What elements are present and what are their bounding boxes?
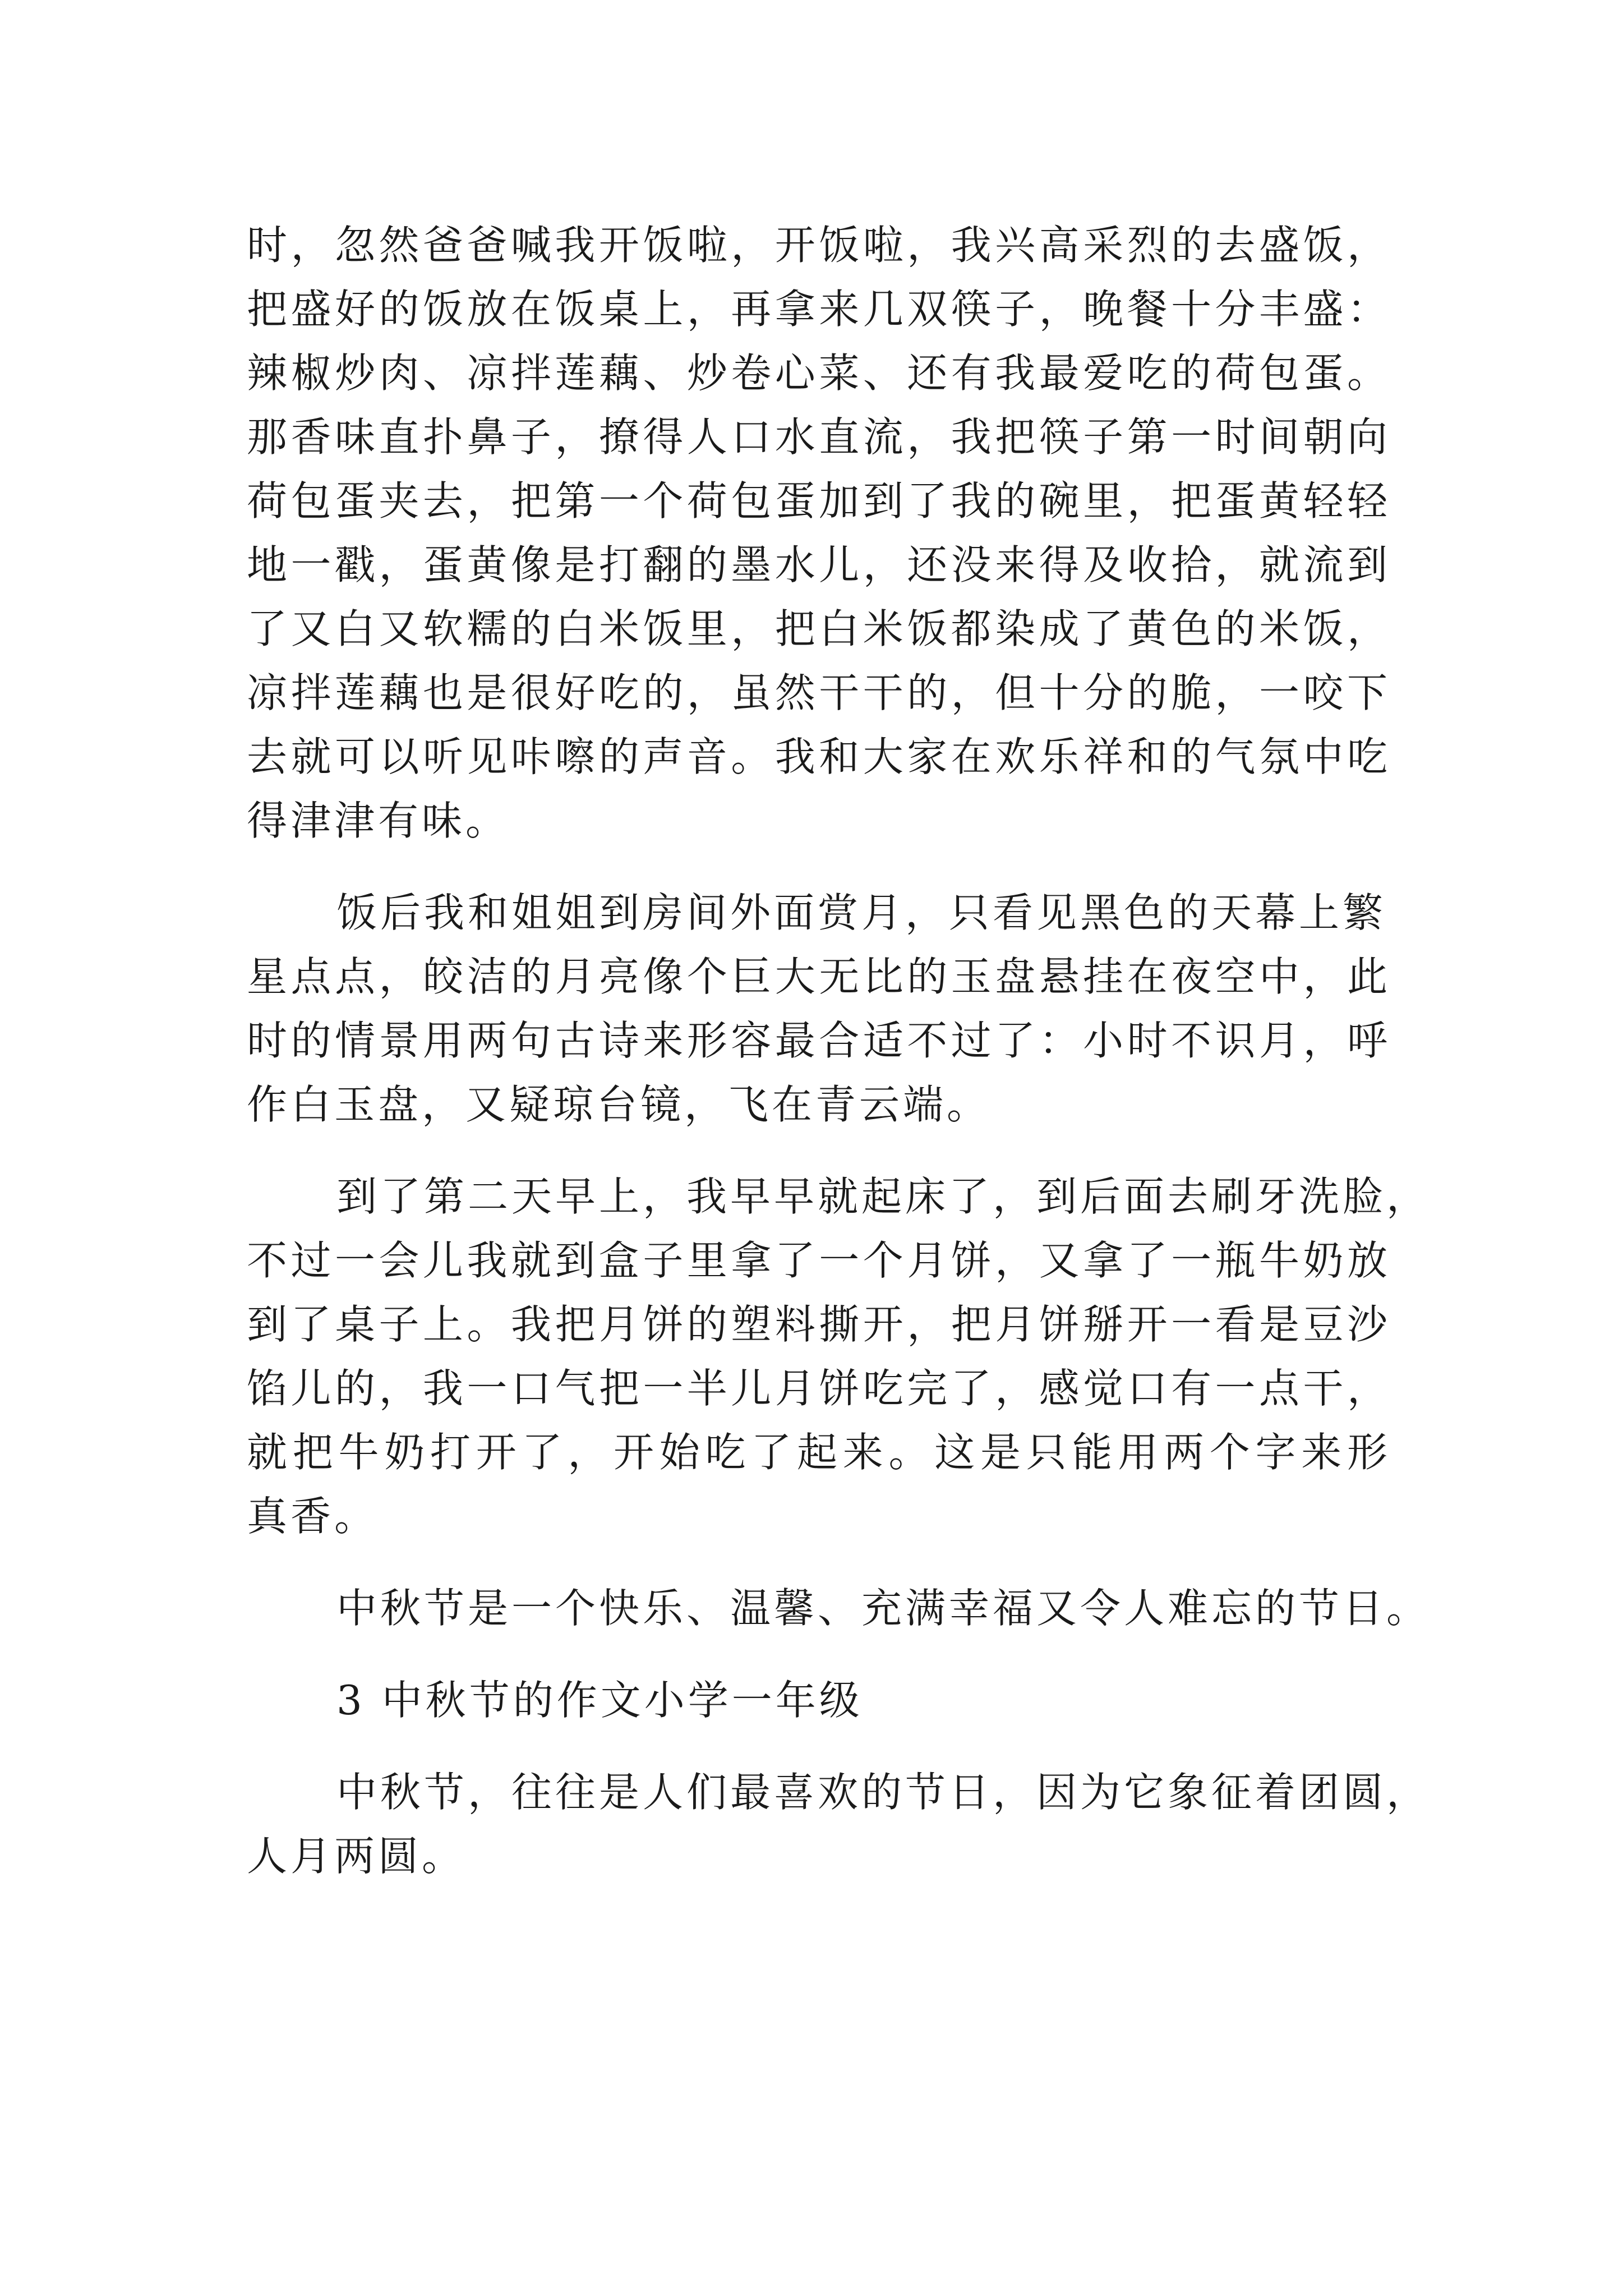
- paragraph: [247, 1760, 1431, 1888]
- text-line: 辣椒炒肉、凉拌莲藕、炒卷心菜、还有我最爱吃的荷包蛋。: [247, 349, 1391, 397]
- text-line: 星点点，皎洁的月亮像个巨大无比的玉盘悬挂在夜空中，此: [247, 953, 1391, 1000]
- text-line: 中秋节是一个快乐、温馨、充满幸福又令人难忘的节日。: [336, 1585, 1431, 1632]
- text-line: 荷包蛋夹去，把第一个荷包蛋加到了我的碗里，把蛋黄轻轻: [247, 477, 1391, 524]
- text-line: 了又白又软糯的白米饭里，把白米饭都染成了黄色的米饭，: [247, 605, 1391, 652]
- document-body: [247, 213, 1431, 1888]
- text-line: 作白玉盘，又疑琼台镜，飞在青云端。: [247, 1081, 991, 1128]
- text-line: 就把牛奶打开了，开始吃了起来。这是只能用两个字来形: [247, 1429, 1391, 1476]
- text-line: 真香。: [247, 1493, 379, 1540]
- section-heading: [247, 1668, 1391, 1732]
- text-line: 时，忽然爸爸喊我开饭啦，开饭啦，我兴高采烈的去盛饭，: [247, 222, 1391, 269]
- paragraph: [247, 213, 1391, 853]
- text-line: 馅儿的，我一口气把一半儿月饼吃完了，感觉口有一点干，: [247, 1365, 1391, 1412]
- text-line: 把盛好的饭放在饭桌上，再拿来几双筷子，晚餐十分丰盛：: [247, 286, 1391, 333]
- paragraph: [247, 1165, 1431, 1548]
- text-line: 时的情景用两句古诗来形容最合适不过了：小时不识月，呼: [247, 1017, 1391, 1064]
- text-line: 得津津有味。: [247, 797, 510, 844]
- text-line: 中秋节，往往是人们最喜欢的节日，因为它象征着团圆，: [336, 1769, 1431, 1816]
- text-line: 到了第二天早上，我早早就起床了，到后面去刷牙洗脸，: [336, 1173, 1431, 1220]
- text-line: 去就可以听见咔嚓的声音。我和大家在欢乐祥和的气氛中吃: [247, 733, 1391, 780]
- text-line: 地一戳，蛋黄像是打翻的墨水儿，还没来得及收拾，就流到: [247, 541, 1391, 588]
- heading-text: 3 中秋节的作文小学一年级: [336, 1677, 863, 1724]
- text-line: 到了桌子上。我把月饼的塑料撕开，把月饼掰开一看是豆沙: [247, 1301, 1391, 1348]
- paragraph: [247, 1576, 1431, 1640]
- paragraph: [247, 881, 1391, 1137]
- text-line: 不过一会儿我就到盒子里拿了一个月饼，又拿了一瓶牛奶放: [247, 1237, 1391, 1284]
- text-line: 人月两圆。: [247, 1833, 466, 1880]
- text-line: 凉拌莲藕也是很好吃的，虽然干干的，但十分的脆，一咬下: [247, 669, 1391, 716]
- text-line: 饭后我和姐姐到房间外面赏月，只看见黑色的天幕上繁: [336, 889, 1387, 936]
- text-line: 那香味直扑鼻子，撩得人口水直流，我把筷子第一时间朝向: [247, 413, 1391, 461]
